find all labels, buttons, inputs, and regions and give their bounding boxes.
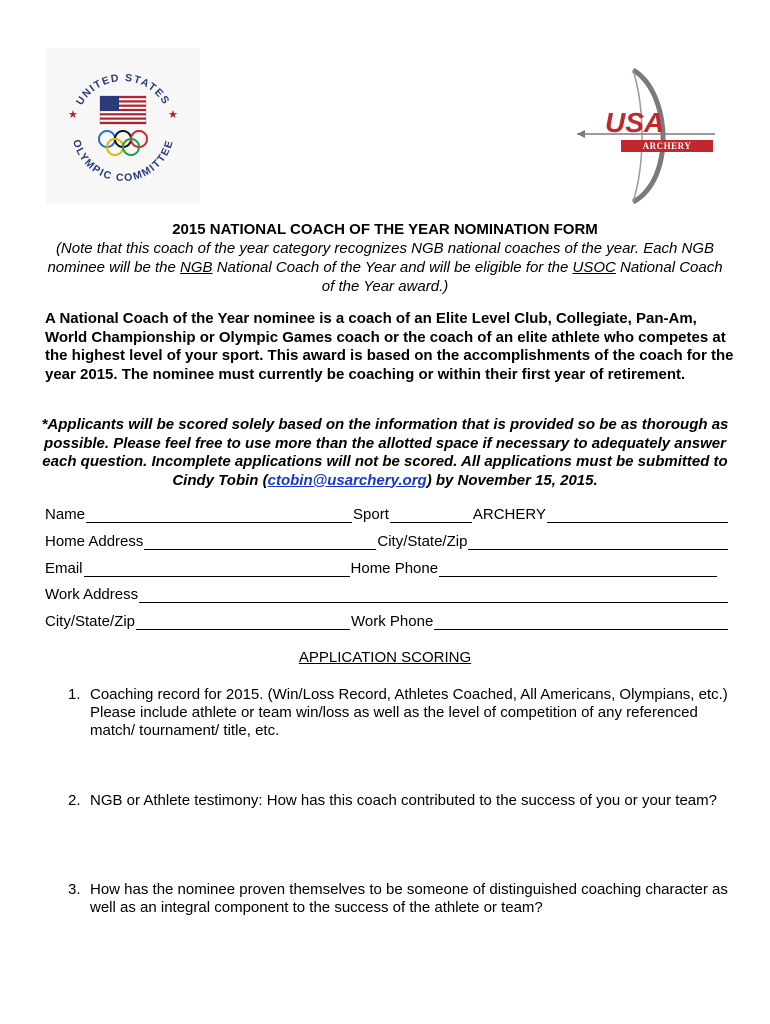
usoc-logo-top-text: UNITED STATES xyxy=(73,71,173,108)
city-state-zip-label: City/State/Zip xyxy=(377,533,468,550)
usa-archery-logo xyxy=(575,68,725,204)
name-label: Name xyxy=(45,506,86,523)
work-address-row xyxy=(45,585,729,605)
work-city-state-zip-label: City/State/Zip xyxy=(45,613,136,630)
name-sport-row xyxy=(45,505,729,525)
form-title: 2015 NATIONAL COACH OF THE YEAR NOMINATION FORM xyxy=(172,221,598,238)
question-number: 3. xyxy=(68,881,81,898)
application-scoring-heading: APPLICATION SCORING xyxy=(298,649,472,666)
usa-logo-text: USA xyxy=(605,107,665,138)
us-flag-icon xyxy=(100,96,146,124)
question-text: How has the nominee proven themselves to be someone of distinguished coaching character as well as an integral component to the success of the athlete or team? xyxy=(90,881,728,916)
home-phone-field[interactable] xyxy=(439,561,717,577)
home-phone-label: Home Phone xyxy=(350,560,439,577)
sport-field-post[interactable] xyxy=(547,507,728,523)
work-phone-field[interactable] xyxy=(434,614,728,630)
sport-value: ARCHERY xyxy=(472,506,546,523)
email-link[interactable]: ctobin@usarchery.org xyxy=(267,471,427,489)
work-city-row xyxy=(45,612,729,632)
work-city-state-zip-field[interactable] xyxy=(136,614,350,630)
work-phone-label: Work Phone xyxy=(351,613,434,630)
question-text: NGB or Athlete testimony: How has this coach contributed to the success of you or your team? xyxy=(90,792,717,809)
email-field[interactable] xyxy=(84,561,350,577)
question-number: 1. xyxy=(68,686,81,703)
home-address-row xyxy=(45,532,729,552)
star-icon: ★ xyxy=(68,108,78,121)
star-icon: ★ xyxy=(168,108,178,121)
question-item xyxy=(68,881,728,917)
form-note: (Note that this coach of the year category recognizes NGB national coaches of the year. Each NGB nominee will be the NGB National Coach of the Year and will be eligible for the USOC National Coach of the Year award.) xyxy=(47,240,723,295)
email-label: Email xyxy=(45,560,83,577)
name-field[interactable] xyxy=(86,507,352,523)
sport-field-pre[interactable] xyxy=(390,507,472,523)
home-address-label: Home Address xyxy=(45,533,144,550)
usoc-logo xyxy=(46,48,200,204)
usoc-underlined: USOC xyxy=(572,259,616,276)
question-item xyxy=(68,792,728,810)
archery-logo-text: ARCHERY xyxy=(642,141,692,151)
city-state-zip-field[interactable] xyxy=(468,534,728,550)
applicant-instructions: *Applicants will be scored solely based on the information that is provided so be as thorough as possible. Please feel free to use more than the allotted space if necessary to adequately answer each question. Incomplete applications will not be scored. All applications must be submitted to Cindy Tobin (ctobin@usarchery.org) by November 15, 2015. xyxy=(41,416,729,489)
question-item xyxy=(68,686,728,740)
sport-label: Sport xyxy=(353,506,389,523)
question-text: Coaching record for 2015. (Win/Loss Record, Athletes Coached, All Americans, Olympians, etc.) Please include athlete or team win/loss as well as the level of competition of any referenced match/ tournament/ title, etc. xyxy=(90,686,728,739)
work-address-field[interactable] xyxy=(139,587,728,603)
work-address-label: Work Address xyxy=(45,586,139,603)
home-address-field[interactable] xyxy=(144,534,376,550)
intro-paragraph: A National Coach of the Year nominee is a coach of an Elite Level Club, Collegiate, Pan-Am, World Championship or Olympic Games coach or the coach of an elite athlete who competes at the highest level of your sport. This award is based on the accomplishments of the coach for the year 2015. The nominee must currently be coaching or within their first year of retirement. xyxy=(45,310,734,383)
question-number: 2. xyxy=(68,792,81,809)
usoc-logo-bottom-text: OLYMPIC COMMITTEE xyxy=(70,138,176,185)
email-row xyxy=(45,559,729,579)
ngb-underlined: NGB xyxy=(180,259,213,276)
